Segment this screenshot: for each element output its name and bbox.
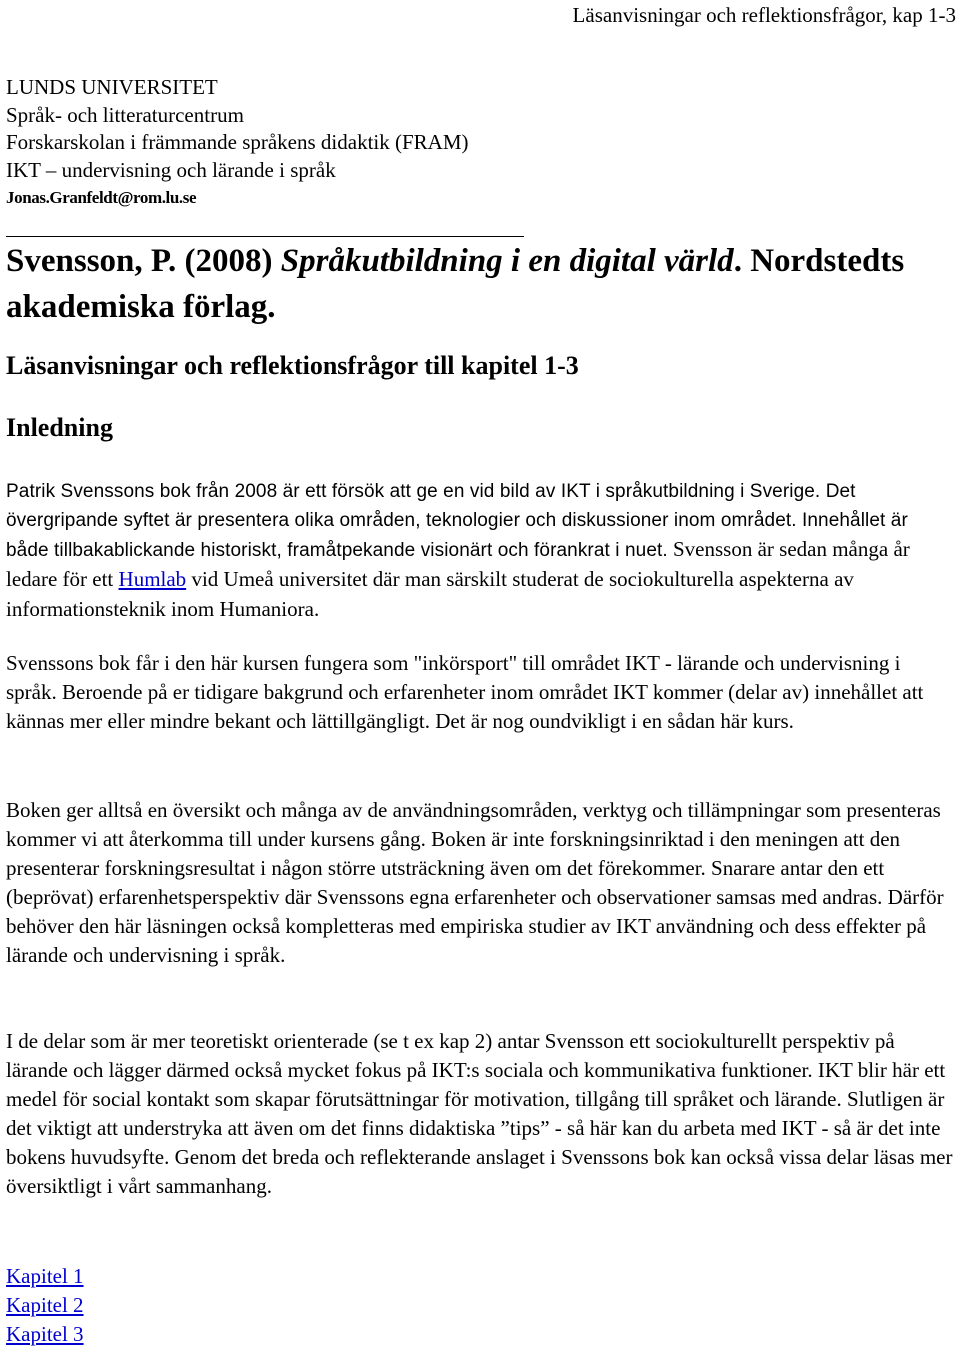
horizontal-rule	[6, 236, 524, 237]
intro-text-a: Patrik Svenssons bok från 2008 är ett försök att ge en vid bild av IKT i språkutbildning i Sverige. Det övergripande syftet är presentera olika områden, teknologier och diskussioner inom området. Innehållet är både tillbakablickande historiskt, framåtpekande visionärt och förankrat i nuet.	[6, 481, 908, 561]
chapter-1-link[interactable]: Kapitel 1	[6, 1264, 84, 1288]
chapter-links	[6, 1262, 84, 1349]
author-email: Jonas.Granfeldt@rom.lu.se	[6, 188, 197, 207]
paragraph-course-role: Svenssons bok får i den här kursen fungera som "inkörsport" till området IKT - lärande och undervisning i språk. Beroende på er tidigare bakgrund och erfarenheter inom området IKT kommer (delar av) innehållet att kännas mer eller mindre bekant och lättillgängligt. Det är nog oundvikligt i en sådan här kurs.	[6, 651, 924, 733]
document-title: Läsanvisningar och reflektionsfrågor till kapitel 1-3	[6, 351, 579, 380]
intro-text-c: vid Umeå universitet där man särskilt studerat de sociokulturella aspekterna av informationsteknik inom Humaniora.	[6, 567, 854, 621]
intro-paragraph	[6, 477, 941, 625]
book-citation	[6, 238, 956, 330]
course-name: IKT – undervisning och lärande i språk	[6, 157, 336, 182]
running-header: Läsanvisningar och reflektionsfrågor, kap 1-3	[572, 3, 956, 27]
paragraph-theory: I de delar som är mer teoretiskt orienterade (se t ex kap 2) antar Svensson ett sociokulturellt perspektiv på lärande och lägger därmed också mycket fokus på IKT:s sociala och kommunikativa funktioner. IKT blir här ett medel för social kontakt som skapar förutsättningar för motivation, tillgång till språket och lärande. Slutligen är det viktigt att understryka att även om det finns didaktiska ”tips” - så här kan du arbeta med IKT - så är det inte bokens huvudsyfte. Genom det breda och reflekterande anslaget i Svenssons bok kan också vissa delar läsas mer översiktligt i vårt sammanhang.	[6, 1029, 953, 1198]
citation-book-title: Språkutbildning i en digital värld	[280, 243, 734, 279]
humlab-link[interactable]: Humlab	[118, 567, 187, 591]
centre-name: Språk- och litteraturcentrum	[6, 102, 244, 127]
intro-text-b: Svensson är sedan många år ledare för ett	[6, 537, 910, 591]
university-name: LUNDS UNIVERSITET	[6, 75, 218, 99]
citation-author-year: Svensson, P. (2008)	[6, 243, 273, 279]
school-name: Forskarskolan i främmande språkens didaktik (FRAM)	[6, 130, 469, 154]
chapter-3-link[interactable]: Kapitel 3	[6, 1322, 84, 1346]
affiliation-block	[6, 74, 469, 212]
chapter-2-link[interactable]: Kapitel 2	[6, 1293, 84, 1317]
paragraph-overview: Boken ger alltså en översikt och många av de användningsområden, verktyg och tillämpningar som presenteras kommer vi att återkomma till under kursens gång. Boken är inte forskningsinriktad i den meningen att den presenterar forskningsresultat i någon större utsträckning även om det förekommer. Snarare antar den ett (beprövat) erfarenhetsperspektiv där Svenssons egna erfarenheter och observationer samsas med andras. Därför behöver den här läsningen också kompletteras med empiriska studier av IKT användning och dess effekter på lärande och undervisning i språk.	[6, 798, 944, 967]
citation-publisher: . Nordstedts akademiska förlag.	[6, 243, 905, 325]
section-heading: Inledning	[6, 413, 113, 442]
